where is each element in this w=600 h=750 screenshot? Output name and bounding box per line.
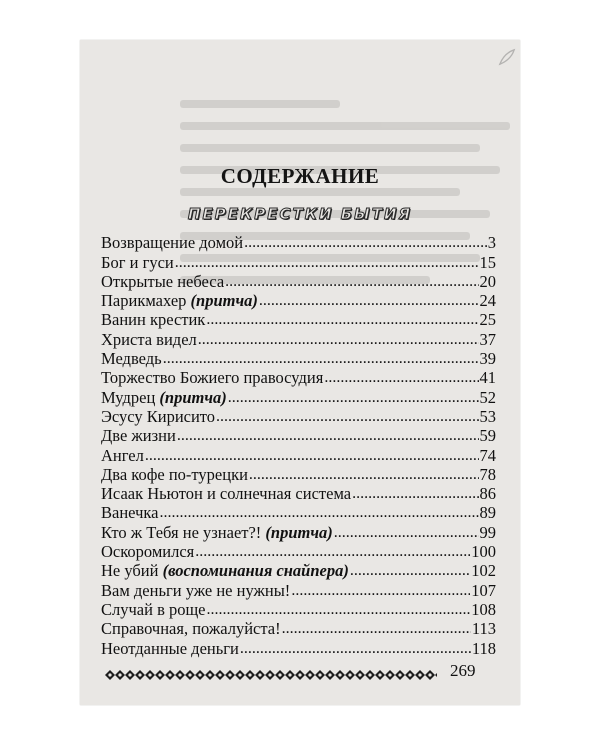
toc-entry	[101, 503, 496, 522]
toc-entry-title	[101, 388, 227, 407]
toc-entry-page: 24	[479, 291, 496, 311]
toc-entry	[101, 387, 496, 406]
toc-entry-title	[101, 272, 224, 291]
toc-entry-title-text: Неотданные деньги	[101, 638, 239, 658]
toc-entry-title-text: Кто ж Тебя не узнает?!	[101, 522, 262, 542]
toc-entry-title	[101, 619, 281, 638]
dot-leader	[350, 561, 470, 580]
toc-entry-title-text: Оскоромился	[101, 542, 195, 562]
dot-leader	[175, 253, 479, 272]
toc-entry-page: 39	[479, 349, 496, 369]
dot-leader	[259, 291, 479, 310]
toc-entry-title-text: Две жизни	[101, 426, 176, 446]
toc-entry-page: 100	[471, 542, 496, 562]
toc-entry-title-text: Два кофе по-турецки	[101, 464, 248, 484]
book-page	[80, 40, 520, 705]
toc-entry-page: 25	[479, 310, 496, 330]
toc-entry-page: 107	[471, 580, 496, 600]
toc-entry-page: 20	[479, 271, 496, 291]
page-title: СОДЕРЖАНИЕ	[220, 164, 380, 188]
toc-entry-title	[101, 253, 174, 272]
toc-entry	[101, 465, 496, 484]
toc-entry-title	[101, 291, 258, 310]
dot-leader	[177, 426, 479, 445]
toc-entry-page: 113	[471, 619, 496, 639]
toc-entry-page: 74	[479, 445, 496, 465]
toc-entry	[101, 252, 496, 271]
toc-entry-title-text: Христа видел	[101, 329, 197, 349]
toc-entry-page: 86	[479, 484, 496, 504]
dot-leader	[334, 523, 479, 542]
toc-entry	[101, 349, 496, 368]
leaf-ornament-icon	[498, 48, 516, 66]
toc-entry-title	[101, 368, 323, 387]
toc-entry-title	[101, 407, 215, 426]
toc-entry-title-text: Исаак Ньютон и солнечная система	[101, 484, 352, 504]
dot-leader	[240, 639, 471, 658]
toc-entry-page: 78	[479, 464, 496, 484]
toc-entry-title	[101, 233, 243, 252]
dot-leader	[324, 368, 478, 387]
toc-entry-page: 89	[479, 503, 496, 523]
toc-entry-title	[101, 523, 333, 542]
toc-entry-page: 37	[479, 329, 496, 349]
toc-entry-title-text: Случай в роще	[101, 599, 206, 619]
dot-leader	[225, 272, 478, 291]
toc-entry	[101, 329, 496, 348]
dot-leader	[216, 407, 478, 426]
toc-entry	[101, 445, 496, 464]
dot-leader	[207, 600, 471, 619]
toc-entry	[101, 638, 496, 657]
dot-leader	[206, 310, 478, 329]
dot-leader	[198, 330, 479, 349]
toc-entry	[101, 542, 496, 561]
toc-entry-title	[101, 426, 176, 445]
toc-entry	[101, 426, 496, 445]
toc-entry-title	[101, 581, 290, 600]
toc-entry-note: (притча)	[159, 387, 227, 407]
dot-leader	[228, 388, 479, 407]
dot-leader	[159, 503, 478, 522]
toc-entry-page: 102	[471, 561, 496, 581]
toc-entry-title-text: Справочная, пожалуйста!	[101, 619, 281, 639]
toc-entry-page: 15	[479, 252, 496, 272]
toc-entry	[101, 368, 496, 387]
toc-entry-title	[101, 503, 158, 522]
toc-entry-page: 108	[471, 599, 496, 619]
toc-entry-title-text: Парикмахер	[101, 291, 187, 311]
toc-entry	[101, 522, 496, 541]
toc-entry-title	[101, 330, 197, 349]
toc-entry-title-text: Ванечка	[101, 503, 159, 523]
dot-leader	[352, 484, 478, 503]
toc-entry-page: 52	[479, 387, 496, 407]
toc-entry	[101, 600, 496, 619]
decorative-border-ornament	[105, 669, 437, 681]
toc-entry	[101, 580, 496, 599]
dot-leader	[249, 465, 479, 484]
dot-leader	[282, 619, 471, 638]
toc-entry-title	[101, 446, 144, 465]
toc-entry-page: 118	[471, 638, 496, 658]
toc-entry-page: 99	[479, 522, 496, 542]
toc-entry	[101, 233, 496, 252]
dot-leader	[145, 446, 479, 465]
toc-entry-title-text: Не убий	[101, 561, 159, 581]
toc-entry-title	[101, 639, 239, 658]
toc-entry-title-text: Ванин крестик	[101, 310, 206, 330]
toc-entry	[101, 407, 496, 426]
toc-entry-title	[101, 349, 162, 368]
toc-entry-title-text: Торжество Божиего правосудия	[101, 368, 324, 388]
dot-leader	[195, 542, 470, 561]
toc-entry-title	[101, 600, 206, 619]
toc-entry-page: 53	[479, 406, 496, 426]
toc-entry-note: (воспоминания снайпера)	[162, 561, 349, 581]
toc-entry-title	[101, 465, 248, 484]
toc-entry-title-text: Мудрец	[101, 387, 156, 407]
toc-entry-page: 41	[479, 368, 496, 388]
toc-entry-title-text: Эсусу Кирисито	[101, 406, 216, 426]
toc-entry	[101, 310, 496, 329]
toc-entry-title-text: Бог и гуси	[101, 252, 174, 272]
toc-entry-title-text: Возвращение домой	[101, 233, 244, 253]
toc-entry	[101, 561, 496, 580]
toc-entry-title	[101, 310, 205, 329]
toc-entry-note: (притча)	[265, 522, 333, 542]
toc-entry-title	[101, 561, 349, 580]
toc-entry	[101, 619, 496, 638]
section-heading: ПЕРЕКРЕСТКИ БЫТИЯ	[187, 205, 413, 223]
dot-leader	[291, 581, 470, 600]
toc-entry-title-text: Медведь	[101, 349, 162, 369]
toc-entry	[101, 484, 496, 503]
toc-entry-title-text: Вам деньги уже не нужны!	[101, 580, 291, 600]
toc-entry-page: 3	[487, 233, 496, 253]
table-of-contents	[101, 233, 496, 658]
toc-entry-title	[101, 484, 351, 503]
dot-leader	[244, 233, 487, 252]
dot-leader	[163, 349, 479, 368]
page-number: 269	[450, 661, 476, 680]
toc-entry-title	[101, 542, 194, 561]
toc-entry-page: 59	[479, 426, 496, 446]
toc-entry	[101, 272, 496, 291]
toc-entry-title-text: Ангел	[101, 445, 144, 465]
toc-entry	[101, 291, 496, 310]
toc-entry-title-text: Открытые небеса	[101, 271, 225, 291]
toc-entry-note: (притча)	[190, 291, 258, 311]
